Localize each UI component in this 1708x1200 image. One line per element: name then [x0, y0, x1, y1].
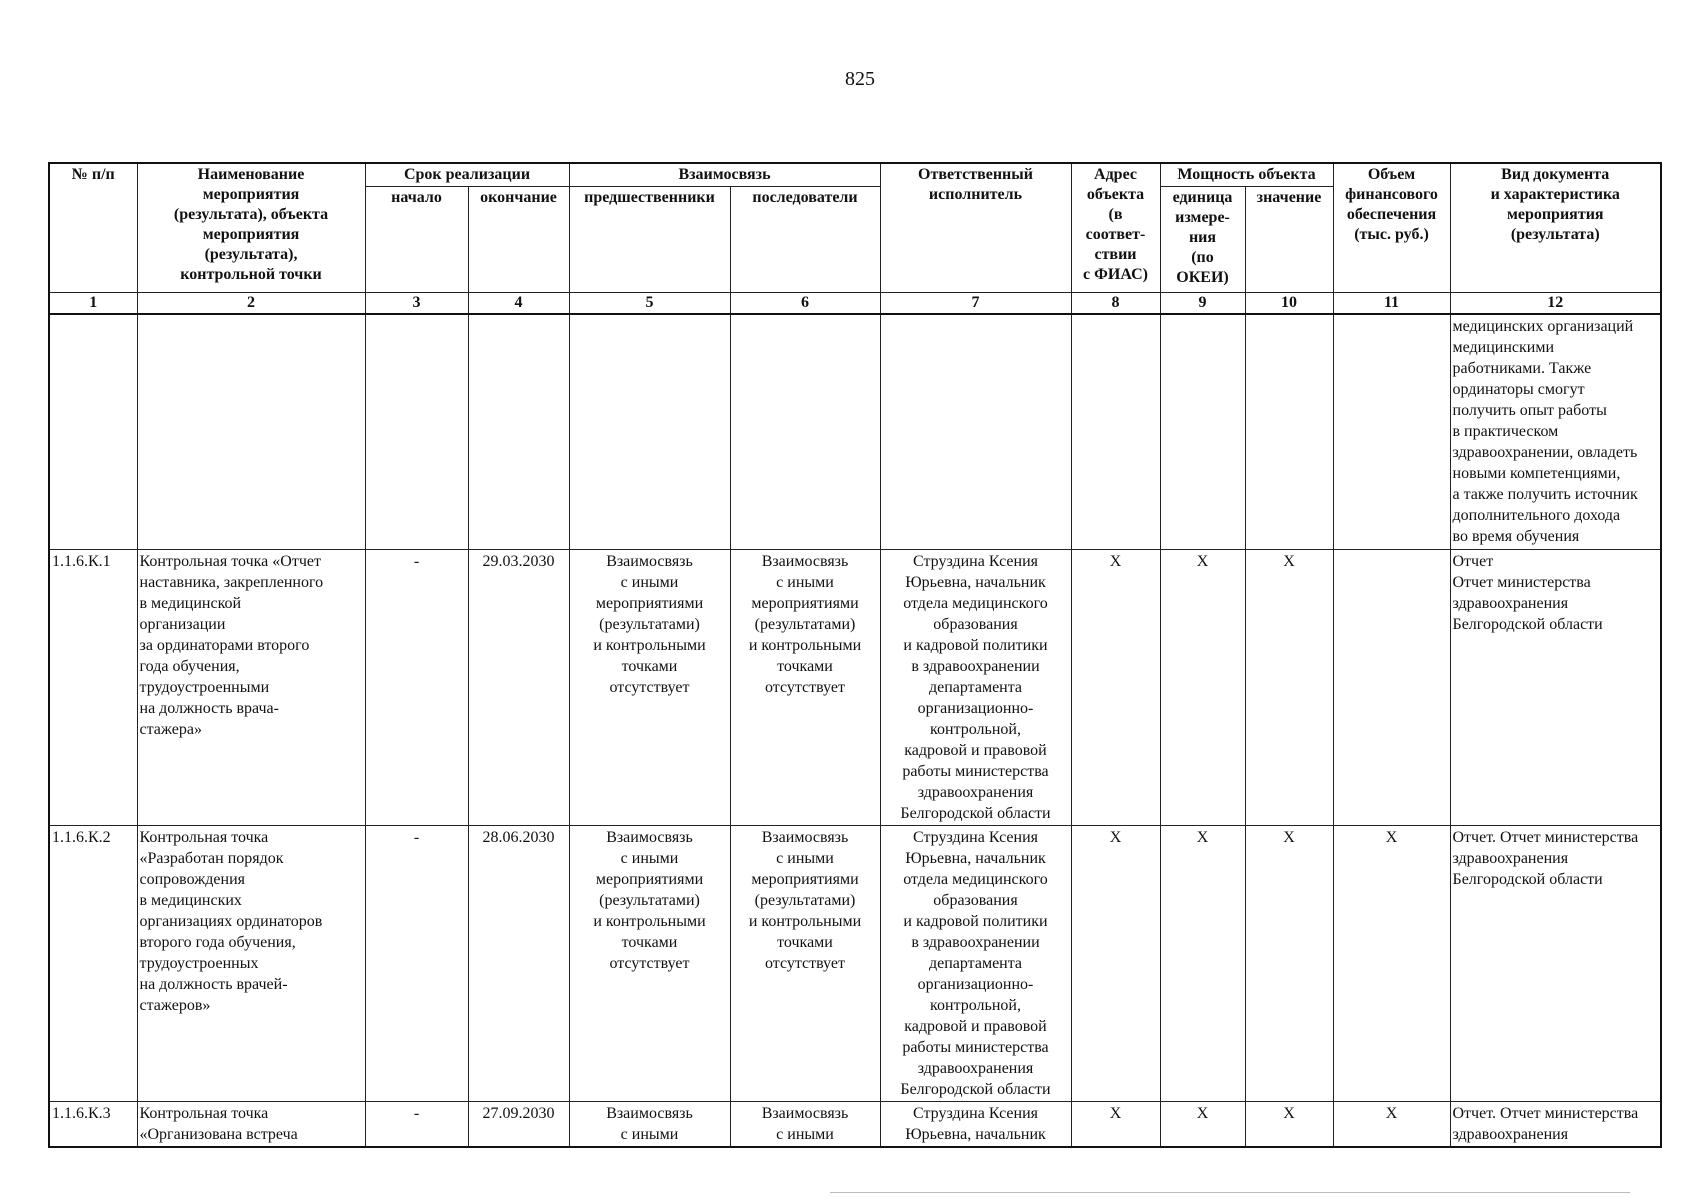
- header-name: Наименование мероприятия (результата), объекта мероприятия (результата), контрольной точки: [137, 163, 365, 293]
- row-start: -: [365, 549, 468, 825]
- row-unit: X: [1160, 1101, 1245, 1147]
- table-row: [49, 314, 1661, 549]
- row-start: -: [365, 1101, 468, 1147]
- row-document: медицинских организаций медицинскими работниками. Также ординаторы смогут получить опыт работы в практическом здравоохранении, овладеть новыми компетенциями, а также получить источник дополнительного дохода во время обучения: [1450, 314, 1661, 549]
- table-row: [49, 1101, 1661, 1147]
- header-financing: Объем финансового обеспечения (тыс. руб.): [1333, 163, 1450, 293]
- row-name: [137, 314, 365, 549]
- row-predecessors: Взаимосвязь с иными мероприятиями (результатами) и контрольными точками отсутствует: [569, 549, 730, 825]
- row-address: X: [1071, 549, 1160, 825]
- col-number: 4: [468, 293, 569, 315]
- header-responsible: Ответственный исполнитель: [880, 163, 1071, 293]
- header-start: начало: [365, 187, 468, 293]
- row-value: X: [1245, 549, 1333, 825]
- row-financing: [1333, 314, 1450, 549]
- col-number: 1: [49, 293, 137, 315]
- col-number: 3: [365, 293, 468, 315]
- row-end: 28.06.2030: [468, 825, 569, 1101]
- row-value: X: [1245, 1101, 1333, 1147]
- row-successors: [730, 314, 880, 549]
- row-unit: X: [1160, 825, 1245, 1101]
- row-end: [468, 314, 569, 549]
- header-value: значение: [1245, 187, 1333, 293]
- page-number: 825: [845, 68, 875, 90]
- row-financing: X: [1333, 825, 1450, 1101]
- header-num: № п/п: [49, 163, 137, 293]
- col-number: 12: [1450, 293, 1661, 315]
- row-document: Отчет. Отчет министерства здравоохранения: [1450, 1101, 1661, 1147]
- row-value: [1245, 314, 1333, 549]
- table-row: [49, 825, 1661, 1101]
- row-name: Контрольная точка «Разработан порядок сопровождения в медицинских организациях ординаторов второго года обучения, трудоустроенных на должность врачей- стажеров»: [137, 825, 365, 1101]
- scan-edge-line: [830, 1192, 1630, 1193]
- row-address: X: [1071, 825, 1160, 1101]
- header-address: Адрес объекта (в соответ- ствии с ФИАС): [1071, 163, 1160, 293]
- row-num: 1.1.6.К.3: [49, 1101, 137, 1147]
- row-financing: [1333, 549, 1450, 825]
- row-num: 1.1.6.К.2: [49, 825, 137, 1101]
- header-term: Срок реализации: [365, 163, 569, 187]
- col-number: 10: [1245, 293, 1333, 315]
- header-power: Мощность объекта: [1160, 163, 1333, 187]
- row-responsible: Струздина Ксения Юрьевна, начальник отдела медицинского образования и кадровой политики в здравоохранении департамента организационно- контрольной, кадровой и правовой работы министерства здравоохранения Белгородской области: [880, 825, 1071, 1101]
- row-responsible: [880, 314, 1071, 549]
- row-document: Отчет. Отчет министерства здравоохранения Белгородской области: [1450, 825, 1661, 1101]
- col-number: 7: [880, 293, 1071, 315]
- header-end: окончание: [468, 187, 569, 293]
- row-successors: Взаимосвязь с иными мероприятиями (результатами) и контрольными точками отсутствует: [730, 825, 880, 1101]
- row-responsible: Струздина Ксения Юрьевна, начальник: [880, 1101, 1071, 1147]
- row-end: 29.03.2030: [468, 549, 569, 825]
- header-successors: последователи: [730, 187, 880, 293]
- col-number: 2: [137, 293, 365, 315]
- header-document: Вид документа и характеристика мероприятия (результата): [1450, 163, 1661, 293]
- col-number: 6: [730, 293, 880, 315]
- row-address: X: [1071, 1101, 1160, 1147]
- header-unit: единица измере- ния (по ОКЕИ): [1160, 187, 1245, 293]
- row-start: -: [365, 825, 468, 1101]
- row-address: [1071, 314, 1160, 549]
- row-start: [365, 314, 468, 549]
- row-name: Контрольная точка «Отчет наставника, закрепленного в медицинской организации за ординаторами второго года обучения, трудоустроенными на должность врача- стажера»: [137, 549, 365, 825]
- col-number: 11: [1333, 293, 1450, 315]
- row-successors: Взаимосвязь с иными: [730, 1101, 880, 1147]
- header-link: Взаимосвязь: [569, 163, 880, 187]
- row-financing: X: [1333, 1101, 1450, 1147]
- row-predecessors: [569, 314, 730, 549]
- row-unit: [1160, 314, 1245, 549]
- row-unit: X: [1160, 549, 1245, 825]
- activities-table: [48, 162, 1662, 1148]
- row-end: 27.09.2030: [468, 1101, 569, 1147]
- header-predecessors: предшественники: [569, 187, 730, 293]
- row-num: [49, 314, 137, 549]
- col-number: 9: [1160, 293, 1245, 315]
- table-row: [49, 549, 1661, 825]
- row-document: Отчет Отчет министерства здравоохранения Белгородской области: [1450, 549, 1661, 825]
- col-number: 8: [1071, 293, 1160, 315]
- row-responsible: Струздина Ксения Юрьевна, начальник отдела медицинского образования и кадровой политики в здравоохранении департамента организационно- контрольной, кадровой и правовой работы министерства здравоохранения Белгородской области: [880, 549, 1071, 825]
- row-predecessors: Взаимосвязь с иными: [569, 1101, 730, 1147]
- row-name: Контрольная точка «Организована встреча: [137, 1101, 365, 1147]
- row-num: 1.1.6.К.1: [49, 549, 137, 825]
- col-number: 5: [569, 293, 730, 315]
- row-successors: Взаимосвязь с иными мероприятиями (результатами) и контрольными точками отсутствует: [730, 549, 880, 825]
- row-value: X: [1245, 825, 1333, 1101]
- row-predecessors: Взаимосвязь с иными мероприятиями (результатами) и контрольными точками отсутствует: [569, 825, 730, 1101]
